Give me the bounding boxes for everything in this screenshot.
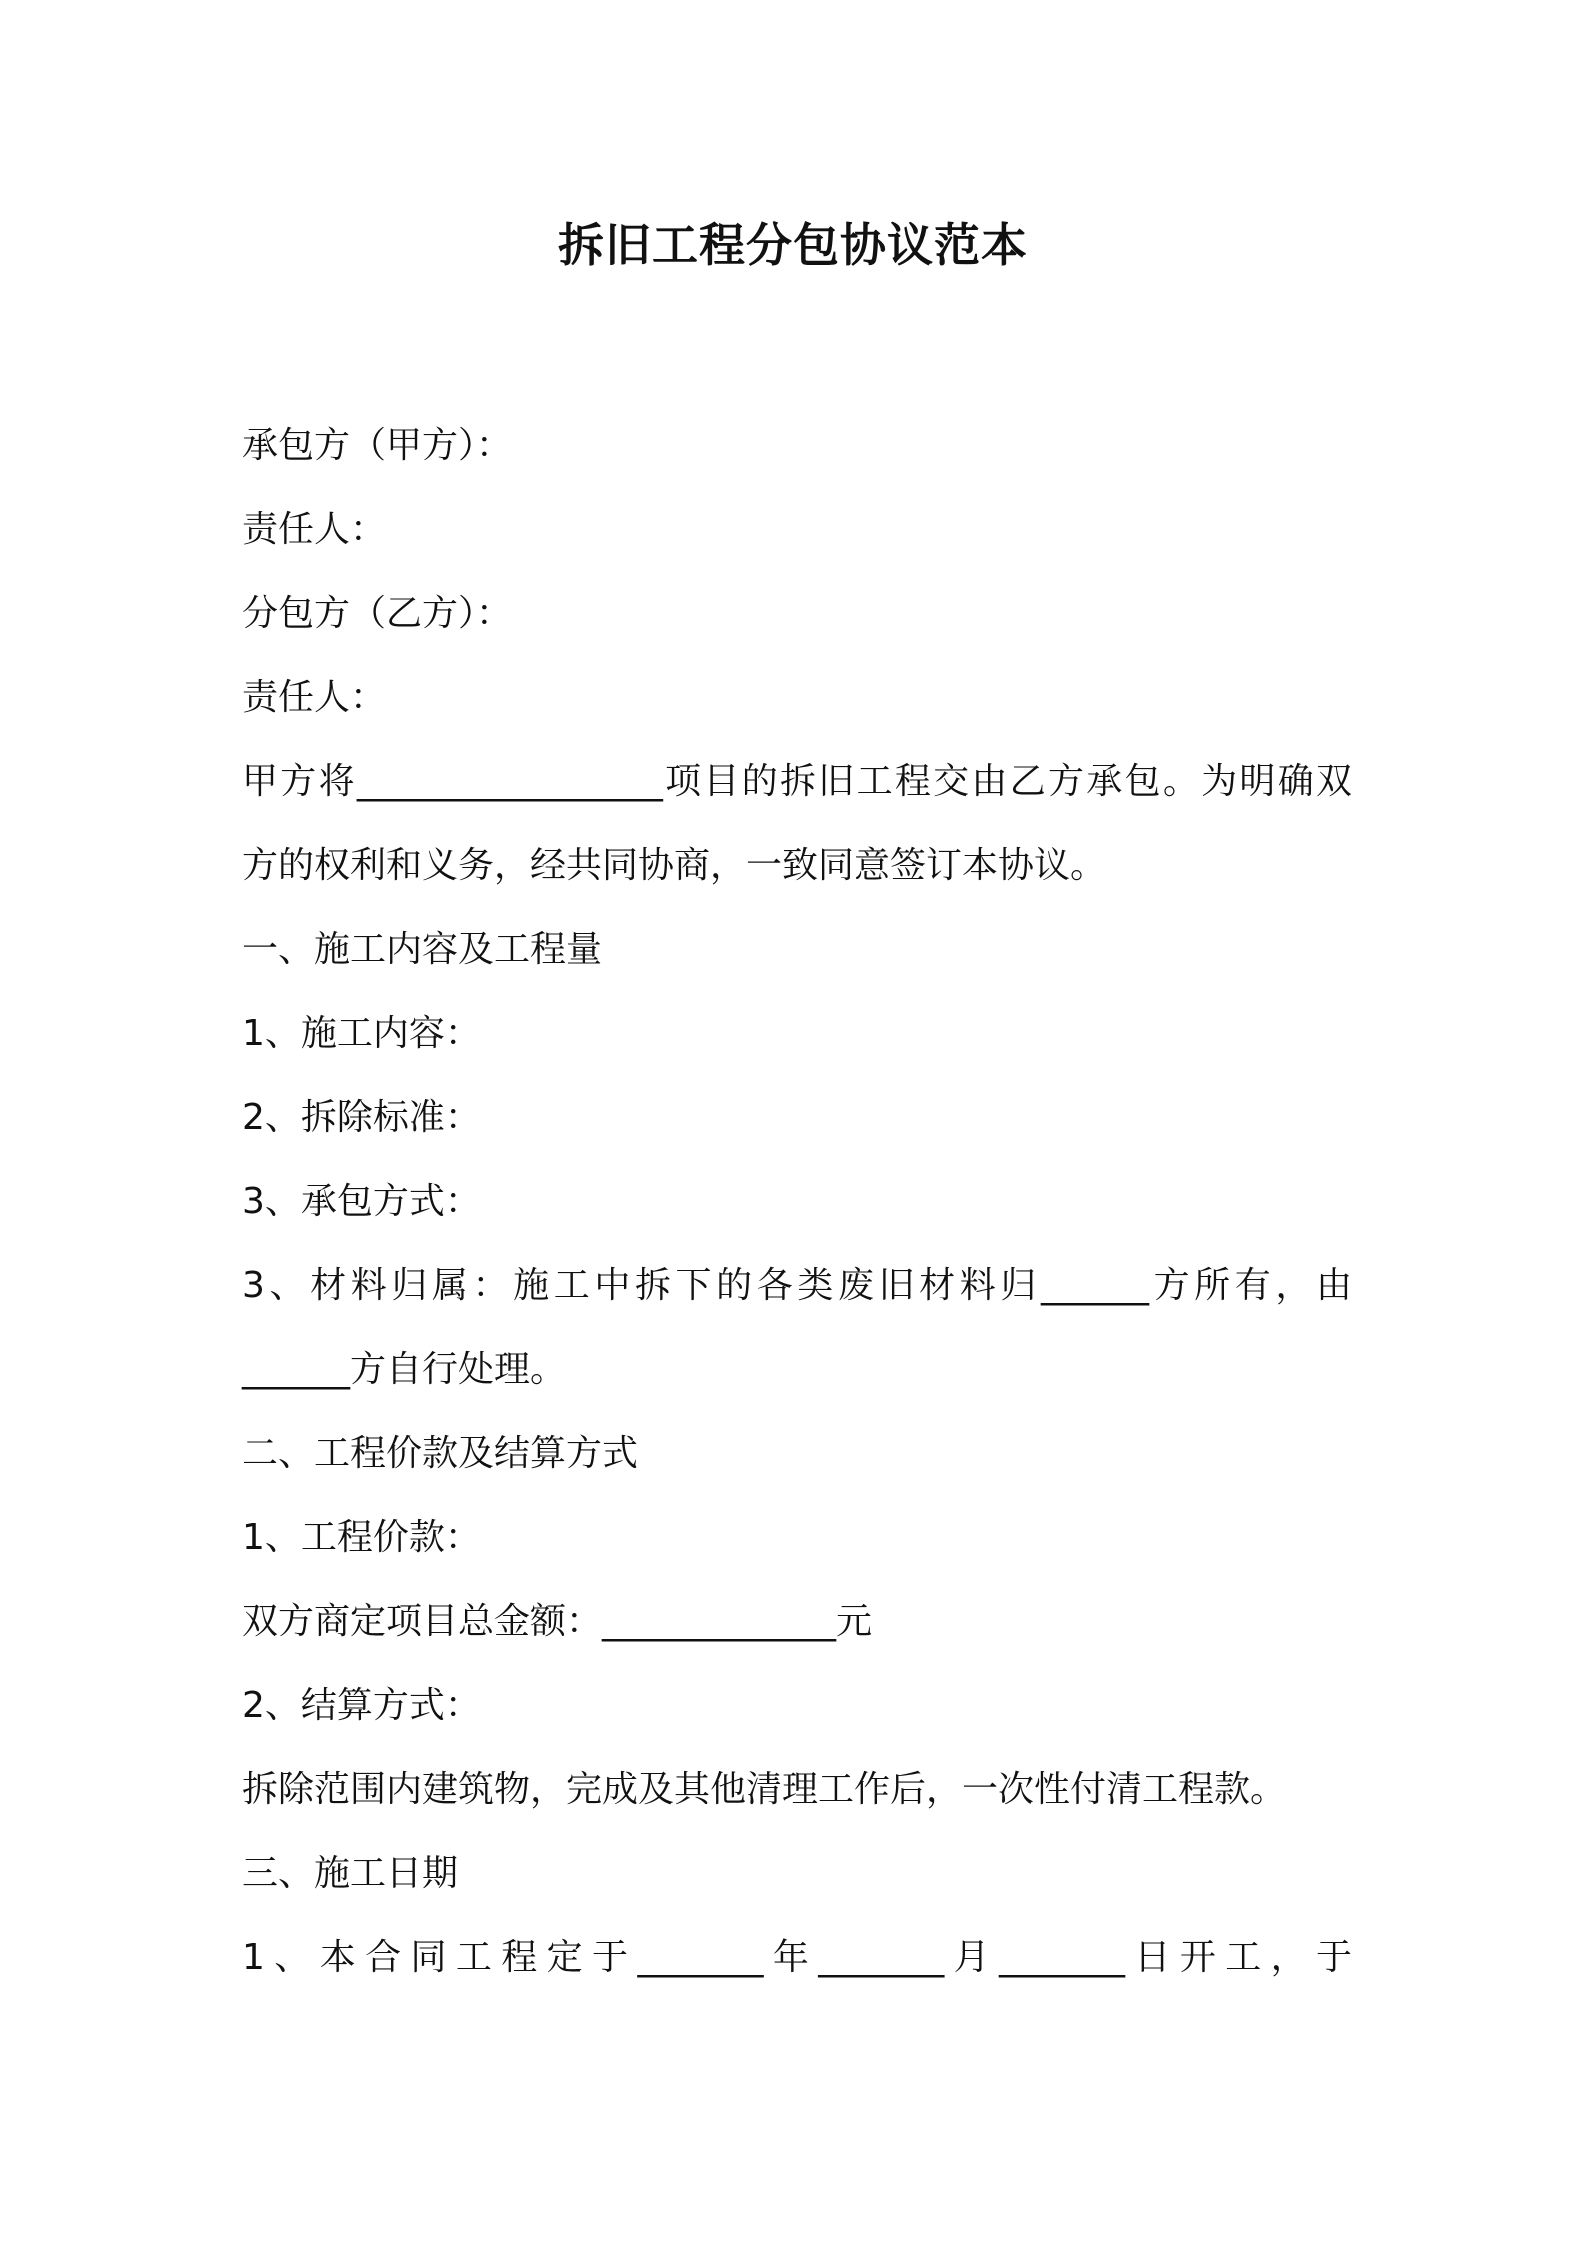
clause-settlement-detail: 拆除范围内建筑物，完成及其他清理工作后，一次性付清工程款。 [242, 1769, 1287, 1810]
clause-project-price: 1、工程价款： [242, 1517, 481, 1558]
party-a-line: 承包方（甲方）： [242, 425, 513, 466]
clause-material-ownership-line-2: ______方自行处理。 [242, 1349, 567, 1390]
clause-material-ownership-line-1: 3、材料归属：施工中拆下的各类废旧材料归______方所有，由 [242, 1265, 1352, 1306]
section-heading-1: 一、施工内容及工程量 [242, 929, 603, 970]
section-heading-3: 三、施工日期 [242, 1853, 459, 1894]
intro-paragraph-line-1: 甲方将_________________项目的拆旧工程交由乙方承包。为明确双 [242, 761, 1352, 802]
clause-demolition-standard: 2、拆除标准： [242, 1097, 481, 1138]
clause-start-date: 1、本合同工程定于_______年_______月_______日开工，于 [242, 1937, 1352, 1978]
clause-total-amount: 双方商定项目总金额：_____________元 [242, 1601, 873, 1642]
document-title: 拆旧工程分包协议范本 [558, 218, 1028, 272]
intro-paragraph-line-2: 方的权利和义务，经共同协商，一致同意签订本协议。 [242, 845, 1107, 886]
party-b-line: 分包方（乙方）： [242, 593, 513, 634]
clause-construction-content: 1、施工内容： [242, 1013, 481, 1054]
clause-settlement-method: 2、结算方式： [242, 1685, 481, 1726]
section-heading-2: 二、工程价款及结算方式 [242, 1433, 639, 1474]
document-body [242, 404, 1352, 2000]
clause-contract-method: 3、承包方式： [242, 1181, 481, 1222]
party-a-responsible-line: 责任人： [242, 509, 387, 550]
party-b-responsible-line: 责任人： [242, 677, 387, 718]
